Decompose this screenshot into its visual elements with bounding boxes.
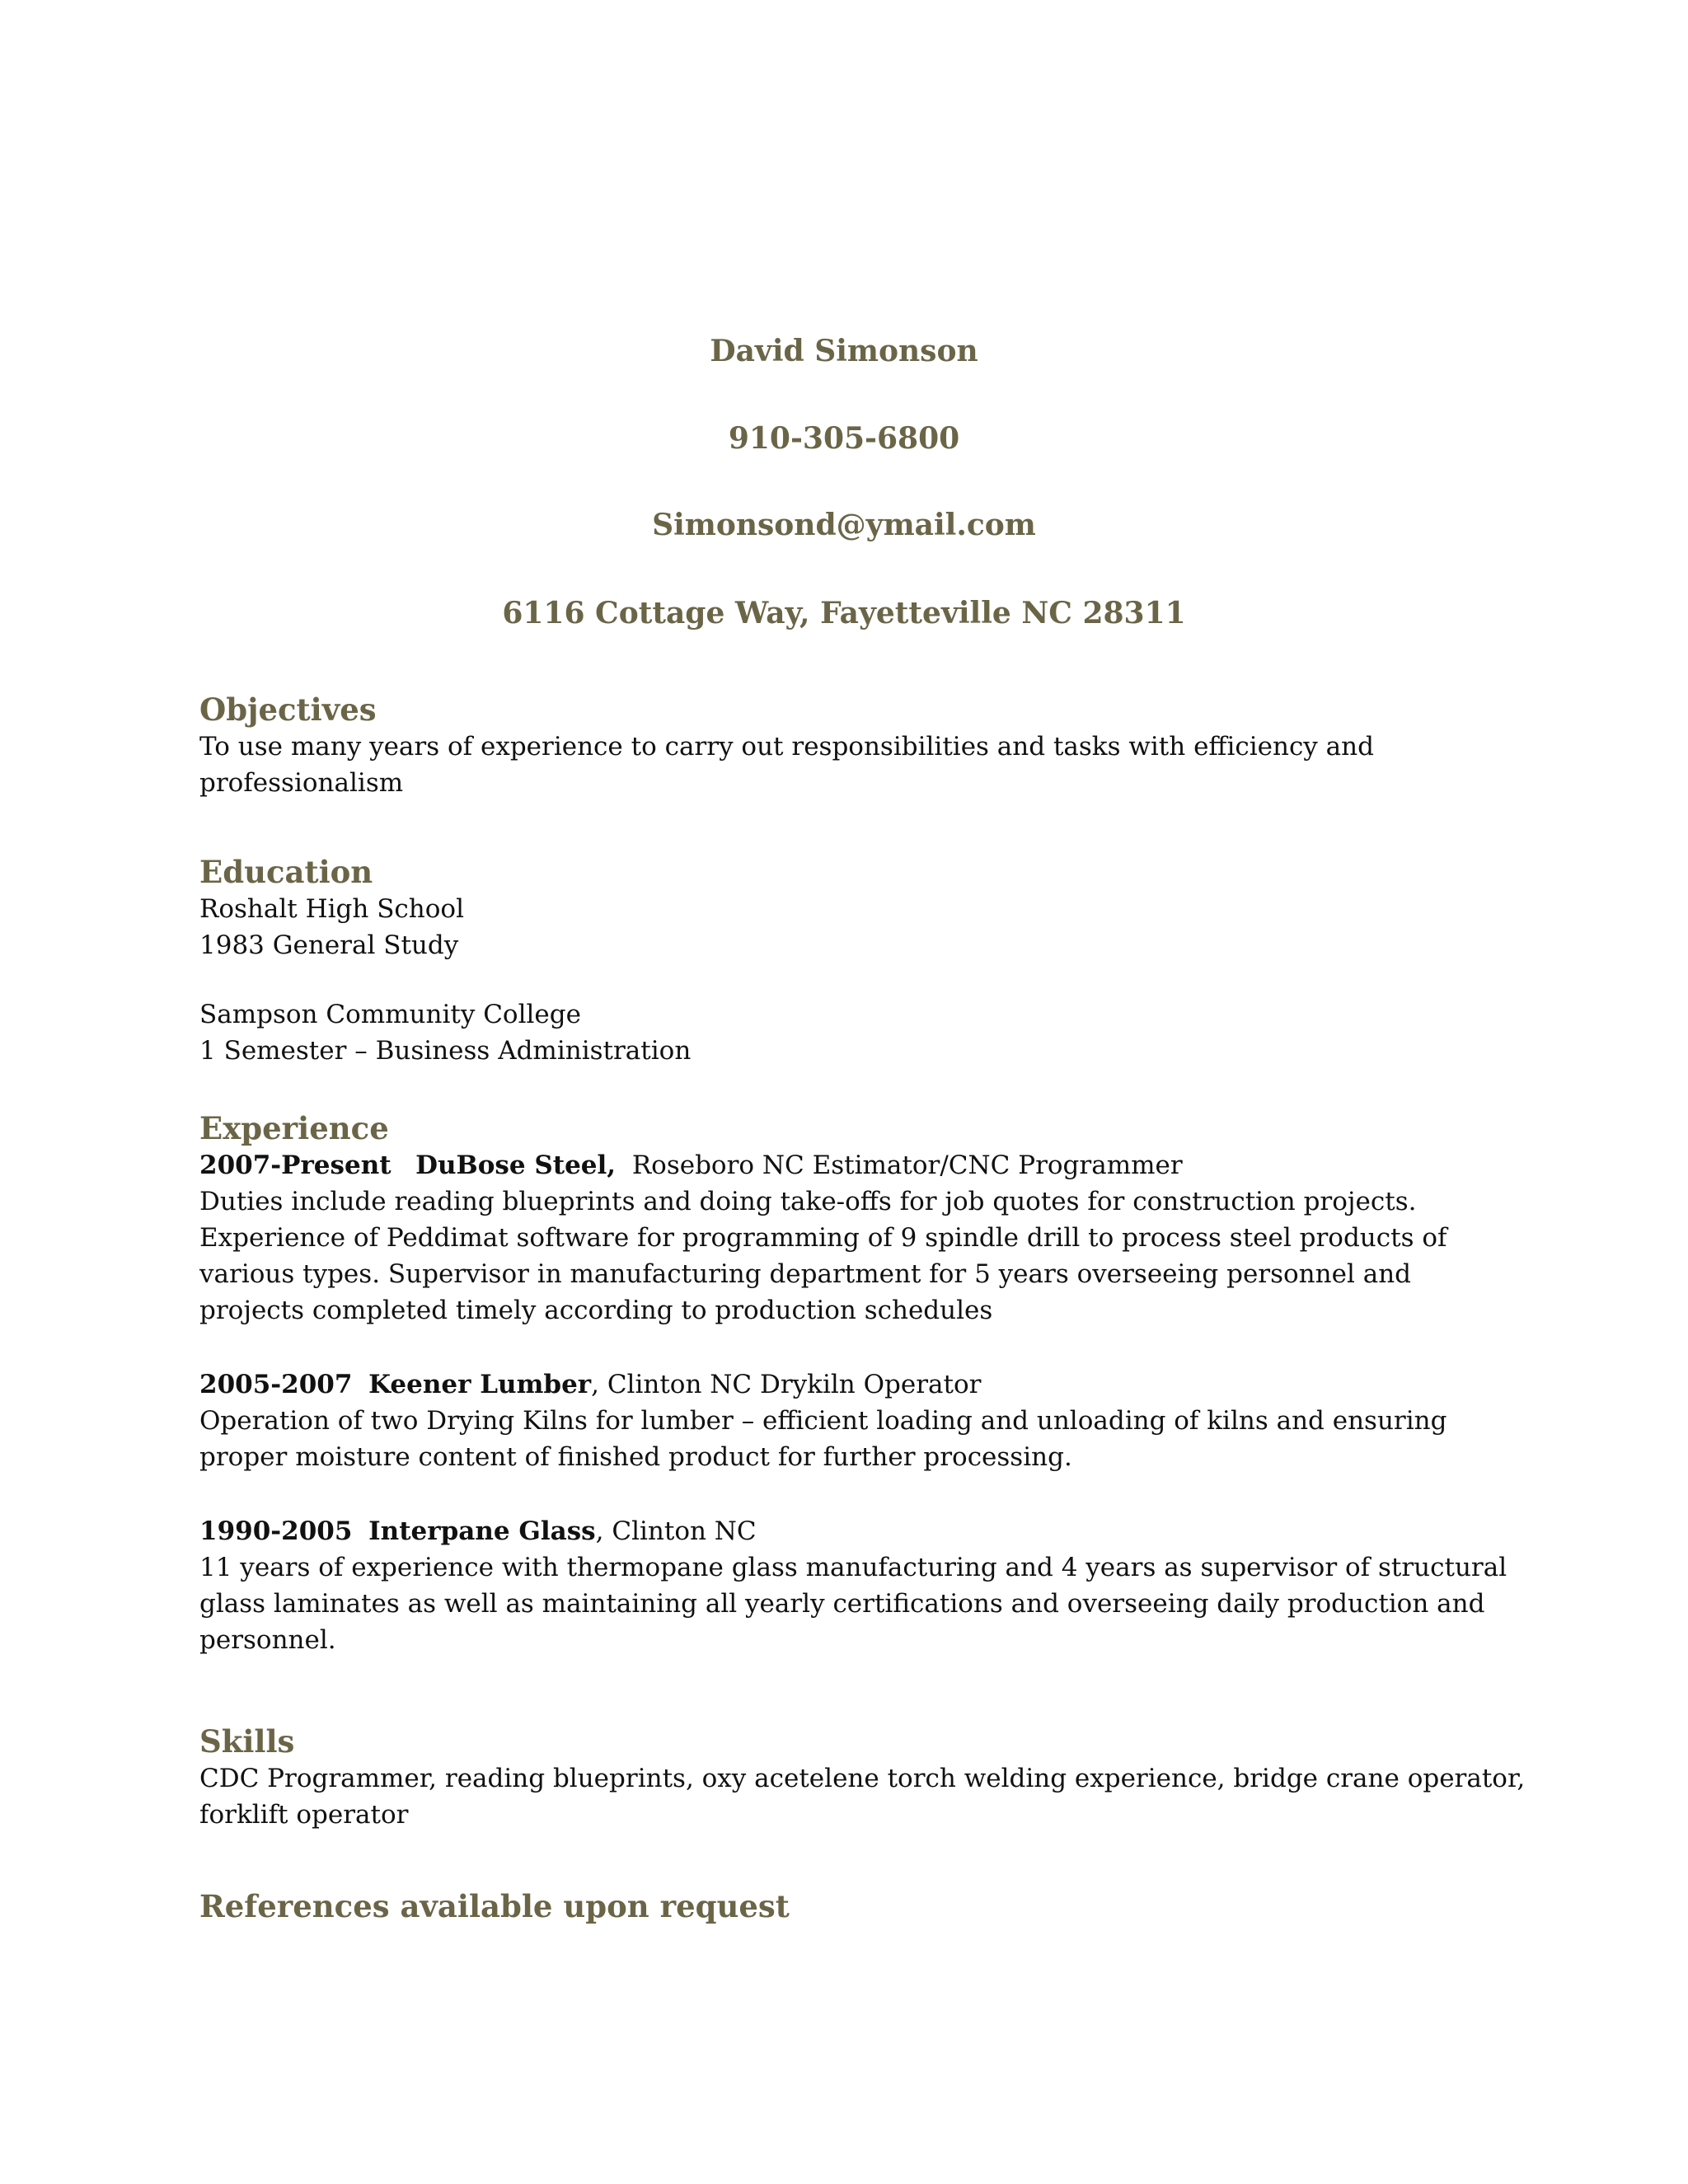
job-entry bbox=[199, 1513, 1507, 1658]
job-description-line: Experience of Peddimat software for programming of 9 spindle drill to process steel products of bbox=[199, 1223, 1447, 1253]
job-company: Keener Lumber bbox=[368, 1370, 592, 1399]
school-name: Sampson Community College bbox=[199, 1000, 581, 1029]
job-years: 2007-Present bbox=[199, 1151, 392, 1180]
job-entry bbox=[199, 1366, 1485, 1475]
school-detail: 1983 General Study bbox=[199, 930, 459, 960]
job-company: Interpane Glass bbox=[368, 1516, 596, 1546]
job-description-line: proper moisture content of finished product for further processing. bbox=[199, 1442, 1072, 1472]
objectives-line: To use many years of experience to carry out responsibilities and tasks with efficiency and bbox=[199, 732, 1374, 762]
job-description-line: various types. Supervisor in manufacturing department for 5 years overseeing personnel and bbox=[199, 1259, 1412, 1289]
objectives-line: professionalism bbox=[199, 768, 404, 798]
job-title-line bbox=[199, 1513, 1485, 1549]
job-years: 2005-2007 bbox=[199, 1370, 353, 1399]
skills-line: forklift operator bbox=[199, 1800, 409, 1830]
job-description-line: projects completed timely according to production schedules bbox=[199, 1296, 993, 1325]
job-description-line: personnel. bbox=[199, 1625, 336, 1655]
job-location-role: Roseboro NC Estimator/CNC Programmer bbox=[631, 1151, 1183, 1180]
skills-line: CDC Programmer, reading blueprints, oxy acetelene torch welding experience, bridge crane operator, bbox=[199, 1764, 1526, 1793]
job-description-line: glass laminates as well as maintaining all yearly certifications and overseeing daily production and bbox=[199, 1589, 1485, 1619]
candidate-name: David Simonson bbox=[710, 334, 978, 368]
skills-section bbox=[199, 1722, 1526, 1833]
job-location-role: , Clinton NC Drykiln Operator bbox=[591, 1370, 982, 1399]
candidate-email: Simonsond@ymail.com bbox=[652, 508, 1036, 542]
candidate-phone: 910-305-6800 bbox=[728, 421, 960, 456]
references-section bbox=[199, 1887, 1485, 1925]
job-description-line: 11 years of experience with thermopane glass manufacturing and 4 years as supervisor of structural bbox=[199, 1553, 1507, 1582]
school-detail: 1 Semester – Business Administration bbox=[199, 1036, 692, 1066]
job-title-line bbox=[199, 1366, 1485, 1403]
experience-section bbox=[199, 1109, 1507, 1658]
skills-heading: Skills bbox=[199, 1723, 295, 1760]
job-title-line bbox=[199, 1147, 1485, 1183]
job-years: 1990-2005 bbox=[199, 1516, 353, 1546]
candidate-address: 6116 Cottage Way, Fayetteville NC 28311 bbox=[502, 596, 1186, 630]
job-company: DuBose Steel, bbox=[415, 1151, 617, 1180]
job-description-line: Duties include reading blueprints and doing take-offs for job quotes for construction projects. bbox=[199, 1187, 1417, 1216]
education-section bbox=[199, 853, 1485, 1069]
job-location-role: , Clinton NC bbox=[595, 1516, 757, 1546]
job-entry bbox=[199, 1147, 1485, 1329]
job-description-line: Operation of two Drying Kilns for lumber – efficient loading and unloading of kilns and ensuring bbox=[199, 1406, 1447, 1436]
objectives-section bbox=[199, 691, 1485, 801]
objectives-heading: Objectives bbox=[199, 691, 377, 728]
education-heading: Education bbox=[199, 854, 373, 890]
experience-heading: Experience bbox=[199, 1110, 389, 1146]
references-note: References available upon request bbox=[199, 1888, 790, 1924]
school-name: Roshalt High School bbox=[199, 894, 465, 924]
